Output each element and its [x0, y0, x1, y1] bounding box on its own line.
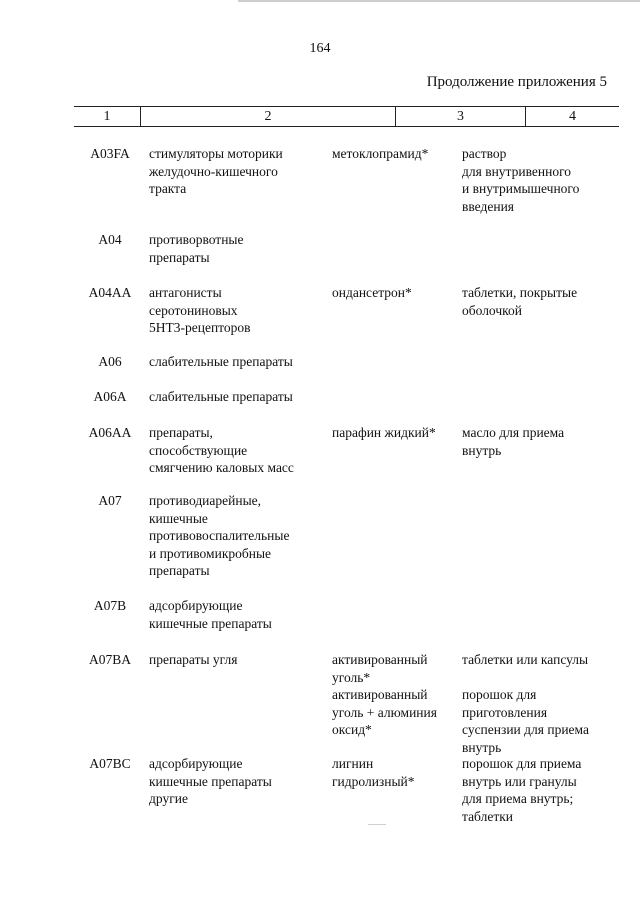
dosage-form: таблетки, покрытые оболочкой: [462, 285, 578, 318]
drug-name: активированный уголь + алюминия оксид*: [332, 687, 437, 737]
pharmacological-group: адсорбирующие кишечные препараты: [149, 598, 272, 631]
atc-code: A07BC: [89, 756, 131, 771]
atc-code: A04: [98, 232, 122, 247]
atc-code: A06: [98, 354, 122, 369]
table-header: [74, 106, 619, 127]
page-number: 164: [309, 41, 331, 56]
dosage-form: таблетки или капсулы: [462, 652, 589, 667]
atc-code: A03FA: [90, 146, 130, 161]
pharmacological-group: препараты угля: [149, 652, 238, 667]
pharmacological-group: противодиарейные, кишечные противовоспалительные и противомикробные препараты: [149, 493, 290, 578]
atc-code: A07BA: [88, 652, 131, 667]
header-col-2: 2: [264, 109, 272, 124]
atc-code: A04AA: [88, 285, 132, 300]
pharmacological-group: стимуляторы моторики желудочно-кишечного тракта: [149, 146, 283, 196]
drug-name: активированный уголь*: [332, 652, 428, 685]
dosage-form: масло для приема внутрь: [462, 425, 565, 458]
appendix-continuation-title: Продолжение приложения 5: [426, 74, 607, 90]
header-col-4: 4: [569, 109, 576, 124]
atc-code: A06AA: [88, 425, 132, 440]
pharmacological-group: антагонисты серотониновых 5HT3-рецепторов: [149, 285, 251, 335]
pharmacological-group: слабительные препараты: [149, 389, 293, 404]
dosage-form: порошок для приема внутрь или гранулы для приема внутрь; таблетки: [462, 756, 582, 824]
pharmacological-group: адсорбирующие кишечные препараты другие: [149, 756, 272, 806]
pharmacological-group: слабительные препараты: [149, 354, 293, 369]
header-col-3: 3: [457, 109, 464, 124]
scan-artifact: [368, 824, 386, 825]
drug-name: ондансетрон*: [332, 285, 412, 300]
atc-code: A06A: [93, 389, 127, 404]
drug-name: парафин жидкий*: [332, 425, 436, 440]
atc-code: A07: [98, 493, 122, 508]
dosage-form: раствор для внутривенного и внутримышечного введения: [462, 146, 580, 214]
dosage-form: порошок для приготовления суспензии для приема внутрь: [462, 687, 589, 755]
atc-code: A07B: [93, 598, 127, 613]
pharmacological-group: препараты, способствующие смягчению каловых масс: [149, 425, 294, 475]
drug-name: метоклопрамид*: [332, 146, 429, 161]
top-scan-line: [238, 0, 640, 2]
pharmacological-group: противорвотные препараты: [149, 232, 244, 265]
drug-name: лигнин гидролизный*: [332, 756, 415, 789]
header-col-1: 1: [103, 109, 111, 124]
